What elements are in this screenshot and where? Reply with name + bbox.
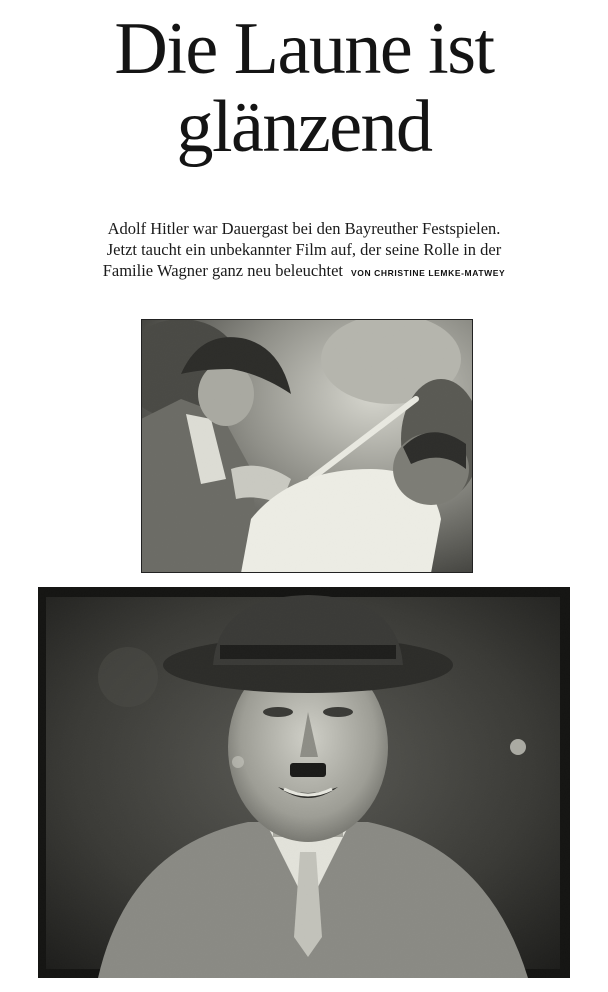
article-lede <box>30 218 578 284</box>
film-still-top-image <box>141 319 473 573</box>
film-still-bottom <box>38 587 570 978</box>
article-headline <box>0 10 608 166</box>
lede-line-3-row <box>30 260 578 284</box>
byline: VON CHRISTINE LEMKE-MATWEY <box>351 268 506 278</box>
lede-line-1: Adolf Hitler war Dauergast bei den Bayreuther Festspielen. <box>107 219 501 238</box>
film-still-top <box>141 319 473 573</box>
lede-line-3: Familie Wagner ganz neu beleuchtet <box>102 261 343 280</box>
headline-line-1: Die Laune ist <box>114 8 494 90</box>
headline-line-2: glänzend <box>176 86 432 168</box>
film-still-bottom-image <box>38 587 570 978</box>
lede-line-2: Jetzt taucht ein unbekannter Film auf, der seine Rolle in der <box>106 240 502 259</box>
